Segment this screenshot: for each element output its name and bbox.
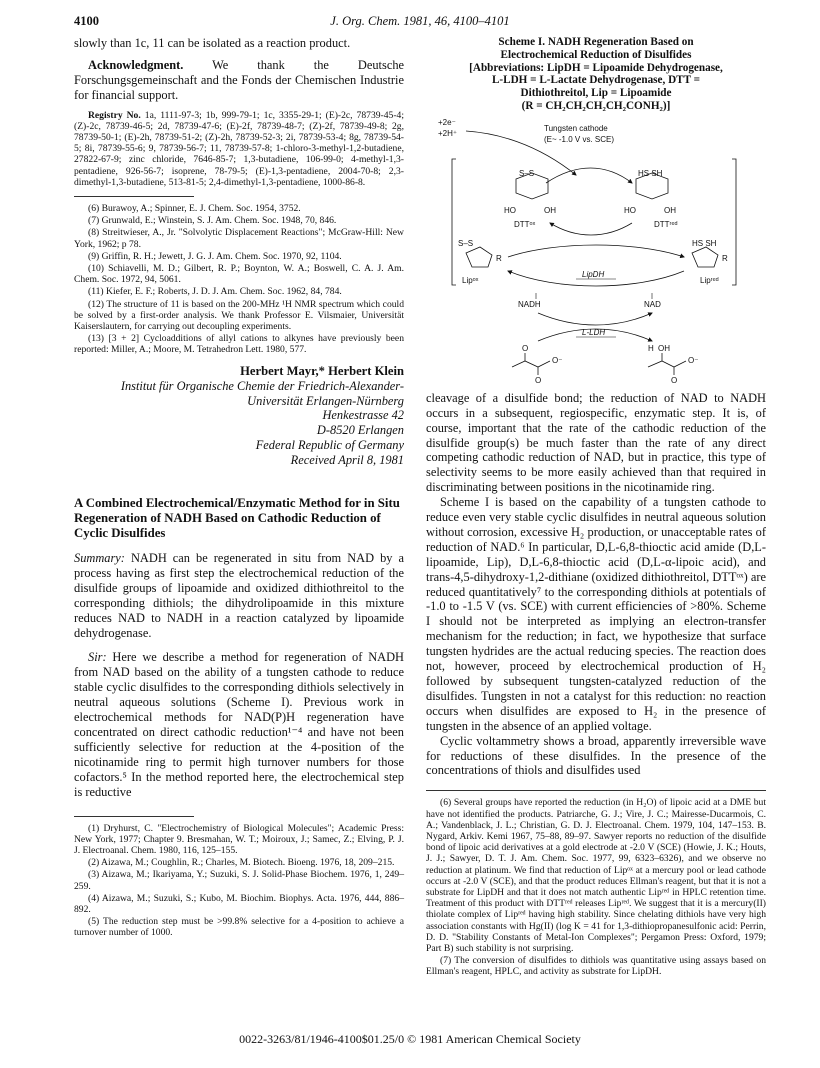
- cathode-label: Tungsten cathode: [544, 123, 608, 133]
- ref-1: (1) Dryhurst, C. "Electrochemistry of Biological Molecules"; Academic Press: New York, 1977; Chapter 9. Bresmahan, W. T.; Moiroux, J.; Samec, Z.; Elving, P. J. J. Electroanal. Chem. 1980, 116, 125–155.: [74, 822, 404, 856]
- left-bracket: [452, 159, 456, 285]
- ack-text: We thank the Deutsche Forschungsgemeinschaft and the Fonds der Chemischen Industrie for financial support.: [74, 57, 405, 102]
- address-line: Institut für Organische Chemie der Friedrich-Alexander-Universität Erlangen-Nürnberg: [120, 378, 404, 408]
- ref-8: (8) Streitwieser, A., Jr. "Solvolytic Displacement Reactions"; McGraw-Hill: New York, 1962; p 78.: [74, 227, 404, 250]
- o-label: O: [522, 343, 529, 353]
- scheme-caption-line: (R = CH₂CH₂CH₂CH₂CONH₂)]: [521, 99, 671, 112]
- ref-9: (9) Griffin, R. H.; Jewett, J. G. J. Am. Chem. Soc. 1970, 92, 1104.: [88, 250, 342, 262]
- footnote-divider: [74, 196, 194, 197]
- registry-numbers: [74, 110, 404, 188]
- page-header: [74, 14, 766, 32]
- ss-label: S–S: [458, 238, 474, 248]
- ref-2: (2) Aizawa, M.; Coughlin, R.; Charles, M. Biotech. Bioeng. 1976, 18, 209–215.: [88, 857, 395, 869]
- summary-text: NADH can be regenerated in situ from NAD by a process having as first step the electrochemical reduction of the disulfide groups of lipoamide and oxidized dithiothreitol to the corresponding dithiols; the dihydrolipoamide in this mixture reduces NAD to NADH in a reaction catalyzed by lipoamide dehydrogenase.: [74, 551, 404, 640]
- scheme-caption-line: Scheme I. NADH Regeneration Based on: [498, 36, 694, 48]
- ref-10: (10) Schiavelli, M. D.; Gilbert, R. P.; Boynton, W. A.; Boswell, C. A. J. Am. Chem. Soc. 1972, 94, 5061.: [74, 263, 404, 286]
- sir-text: Here we describe a method for regeneration of NADH from NAD based on the ability of a tungsten cathode to reduce stable cyclic disulfides to the corresponding dithiols selectively in neutral aqueous solutions (Scheme I). Previous work in electrochemical methods for NAD(P)H regeneration have concentrated on direct cathodic reduction¹⁻⁴ and have not been sufficiently selective for reduction at the 4-position of the nicotinamide ring to permit high turnover numbers for those cofactors.⁵ In the method reported here, the electrochemical step is reductive: [74, 650, 404, 799]
- lip-upper-arrow: [508, 245, 684, 257]
- scheme-diagram: [426, 115, 766, 385]
- article-title: A Combined Electrochemical/Enzymatic Method for in Situ Regeneration of NADH Based on Cathodic Reduction of Cyclic Disulfides: [74, 496, 400, 541]
- scheme-caption-line: [Abbreviations: LipDH = Lipoamide Dehydrogenase,: [469, 61, 723, 74]
- o-label: O: [535, 375, 542, 385]
- authors: Herbert Mayr,* Herbert Klein: [240, 363, 404, 378]
- affiliation: [74, 379, 404, 468]
- received-date: Received April 8, 1981: [290, 453, 404, 468]
- hs-sh-label: HS SH: [638, 168, 663, 178]
- address-line: D-8520 Erlangen: [316, 423, 404, 438]
- journal-reference: J. Org. Chem. 1981, 46, 4100–4101: [330, 14, 510, 28]
- footnote-7: (7) The conversion of disulfides to dithiols was quantitative using assays based on Ellman's reagent, HPLC, and activity as substrate for LipDH.: [426, 955, 766, 978]
- lip-red-structure: [692, 239, 728, 285]
- proton-label: +2H⁺: [438, 128, 458, 138]
- left-column: [74, 36, 404, 940]
- potential-label: (E~ -1.0 V vs. SCE): [544, 134, 615, 144]
- registry-text: 1a, 1111-97-3; 1b, 999-79-1; 1c, 3355-29-1; (E)-2c, 78739-45-4; (Z)-2c, 78739-46-5; 2d, 78739-47-6; (E)-2f, 78739-48-7; (Z)-2f, 78739-49-8; 2g, 78739-50-1; (E)-2h, 78739-51-2; (Z)-2h, 78739-52-3; 2i, 78739-53-4; 8g, 78739-54-5; 8i, 78739-55-6; 9, 78739-56-7; 11, 78739-57-8; 1-chloro-3-methyl-1,2-butadiene, 27822-67-9; zinc chloride, 7646-85-7; 1,3-butadiene, 106-99-0; 4-methyl-1,3-pentadiene, 926-56-7; isoprene, 78-79-5; (E)-1,3-pentadiene, 2004-70-8; 2,3-dimethyl-1,3-butadiene, 513-81-5; 2,4-dimethyl-1,3-pentadiene, 1000-86-8.: [74, 109, 404, 188]
- sir-paragraph: [74, 650, 404, 799]
- acknowledgment: [74, 58, 404, 103]
- h-label: H: [648, 343, 654, 353]
- dtt-ox-label: DTTᵒˣ: [514, 219, 536, 229]
- registry-label: Registry No.: [88, 109, 141, 121]
- footnote-divider: [426, 790, 766, 791]
- address-line: Federal Republic of Germany: [255, 438, 404, 453]
- nadh-label: NADH: [518, 299, 541, 309]
- footnote-6: (6) Several groups have reported the reduction (in H₂O) of lipoic acid at a DME but have not identified the products. Patriarche, G. J.; Vire, J. C.; Mairesse-Ducarmois, C. A.; Vandenblack, J. L.; Christian, G. D. J. Electroanal. Chem. 1979, 104, 147–153. B. Nygard, Arkiv. Kemi 1967, 75–88, 89–97. Sawyer reports no reduction of the disulfide bond of lipoic acid derivatives at a gold electrode at -2.0 V (SCE) (Howie, J. K.; Houts, J. J.; Sawyer, D. T. J. Am. Chem. Soc. 1977, 99, 6323–6326), and we observe no reduction at platinum. We find that reduction of Lipᵒˣ at a mercury pool or lead cathode occurs at -2.0 V (SCE), and that the product reduces Ellman's reagent, but that it is not a substrate for LipDH and that it does not match authentic Lipʳᵉᵈ in HPLC retention time. Treatment of this product with DTTʳᵉᵈ releases Lipʳᵉᵈ. We suggest that it is a mercury(II) thiolate complex of Lipʳᵉᵈ having high stability. Since chelating dithiols have very high association constants with Hg(II) (log K = 41 for 1,3-dithiopropanesulfonic acid: Perrin, D. D. "Stability Constants of Metal-Ion Complexes"; Pergamon Press: Oxford, 1979; Part B) such stability is not surprising.: [426, 797, 766, 954]
- lip-red-label: Lipʳᵉᵈ: [700, 275, 719, 285]
- sir-label: Sir:: [88, 650, 107, 665]
- lip-ox-structure: [458, 239, 502, 285]
- nad-label: NAD: [644, 299, 661, 309]
- scheme-caption-line: Dithiothreitol, Lip = Lipoamide: [520, 87, 672, 100]
- footnotes: [426, 797, 766, 977]
- r-label: R: [722, 253, 728, 263]
- ref-13: (13) [3 + 2] Cycloadditions of allyl cations to alkynes have previously been reported: Miller, A.; Moore, M. Tetrahedron Lett. 1980, 577.: [74, 333, 404, 356]
- ref-3: (3) Aizawa, M.; Ikariyama, Y.; Suzuki, S. J. Solid-Phase Biochem. 1976, 1, 249–259.: [74, 869, 404, 892]
- address-line: Henkestrasse 42: [322, 408, 404, 423]
- body-paragraph: cleavage of a disulfide bond; the reduction of NAD to NADH occurs in a subsequent, regiospecific, enzymatic step. It is, of course, important that the rate of the cathodic reduction of the disulfide group(s) be much faster than the rate of any direct competing cathodic reduction of NAD, but in practice, this type of selectivity seems to be more easily achieved than that required in discriminating between positions in the nicotinamide ring.: [426, 390, 766, 495]
- lip-ox-label: Lipᵒˣ: [462, 275, 479, 285]
- o-label: O: [671, 375, 678, 385]
- body-paragraph: Cyclic voltammetry shows a broad, apparently irreversible wave for reductions of these disulfides. In the presence of the concentrations of thiols and disulfides used: [426, 733, 766, 778]
- dtt-oxidation-arrow: [550, 223, 632, 235]
- electron-label: +2e⁻: [438, 117, 456, 127]
- references-bottom: [74, 823, 404, 939]
- oh-label: OH: [658, 343, 670, 353]
- dtt-red-label: DTTʳᵉᵈ: [654, 219, 678, 229]
- ho-label: HO: [624, 205, 636, 215]
- lipdh-label: LipDH: [582, 269, 605, 279]
- dtt-reduction-arrow: [546, 168, 632, 183]
- page-number: 4100: [74, 14, 99, 28]
- footnote-divider: [74, 816, 194, 817]
- oh-label: OH: [544, 205, 556, 215]
- scheme-caption-line: Electrochemical Reduction of Disulfides: [500, 48, 692, 61]
- right-column: [426, 36, 766, 979]
- carry-over-text: slowly than 1c, 11 can be isolated as a reaction product.: [74, 36, 351, 50]
- ss-label: S–S: [519, 168, 535, 178]
- page-footer: 0022-3263/81/1946-4100$01.25/0 © 1981 American Chemical Society: [239, 1032, 581, 1046]
- scheme-caption-line: L-LDH = L-Lactate Dehydrogenase, DTT =: [491, 74, 701, 87]
- dtt-red-structure: [624, 169, 677, 229]
- oh-label: OH: [664, 205, 676, 215]
- ho-label: HO: [504, 205, 516, 215]
- scheme-caption: [426, 36, 766, 113]
- pyruvate-structure: [512, 344, 562, 385]
- ack-heading: Acknowledgment.: [88, 57, 184, 72]
- ref-7: (7) Grunwald, E.; Winstein, S. J. Am. Chem. Soc. 1948, 70, 846.: [88, 215, 337, 227]
- ref-12: (12) The structure of 11 is based on the 200-MHz ¹H NMR spectrum which could be solved by a first-order analysis. We thank Professor E. Vilsmaier, Universität Kaiserslautern, for carrying out decoupling experiments.: [74, 298, 404, 333]
- lactate-structure: [648, 344, 698, 385]
- right-bracket: [732, 159, 736, 285]
- references-top: [74, 203, 404, 356]
- lldh-label: L-LDH: [582, 327, 606, 337]
- dtt-ox-structure: [504, 169, 556, 229]
- body-paragraph: Scheme I is based on the capability of a tungsten cathode to reduce even very stable cyclic disulfides in neutral aqueous solution without corrosion, excessive H₂ production, or unacceptable rates of reduction of NAD.⁶ In particular, D,L-6,8-thioctic acid amide (D,L-lipoamide, Lip), D,L-6,8-thioctic acid (D,L-α-lipoic acid), and trans-4,5-dihydroxy-1,2-dithiane (oxidized dithiothreitol, DTTᵒˣ) are reduced quantitatively⁷ to the corresponding dithiols at potentials of -1.0 to -1.5 V (vs. SCE) with current efficiencies of >80%. Scheme I should not be interpreted as implying an electron-transfer mechanism for the reduction; in fact, we hypothesize that surface tungsten hydrides are the actual reducing species. The reaction does not, however, proceed by electrochemical production of H₂ followed by subsequent tungsten-catalyzed reduction of the disulfides. Tungsten in not a catalyst for this reduction: no reaction occurs when disulfides are exposed to H₂ in the presence of tungsten in the absence of an applied voltage.: [426, 495, 766, 733]
- hs-sh-label: HS SH: [692, 238, 717, 248]
- summary: [74, 551, 404, 640]
- summary-label: Summary:: [74, 551, 125, 566]
- o-minus-label: O⁻: [688, 355, 699, 365]
- ref-4: (4) Aizawa, M.; Suzuki, S.; Kubo, M. Biochim. Biophys. Acta. 1976, 444, 886–892.: [74, 892, 404, 915]
- ref-5: (5) The reduction step must be >99.8% selective for a 4-position to achieve a turnover number of 1000.: [74, 916, 404, 939]
- r-label: R: [496, 253, 502, 263]
- lldh-upper-arrow: [538, 313, 652, 325]
- ref-11: (11) Kiefer, E. F.; Roberts, J. D. J. Am. Chem. Soc. 1962, 84, 784.: [88, 286, 342, 298]
- o-minus-label: O⁻: [552, 355, 563, 365]
- ref-6: (6) Burawoy, A.; Spinner, E. J. Chem. Soc. 1954, 3752.: [88, 203, 301, 215]
